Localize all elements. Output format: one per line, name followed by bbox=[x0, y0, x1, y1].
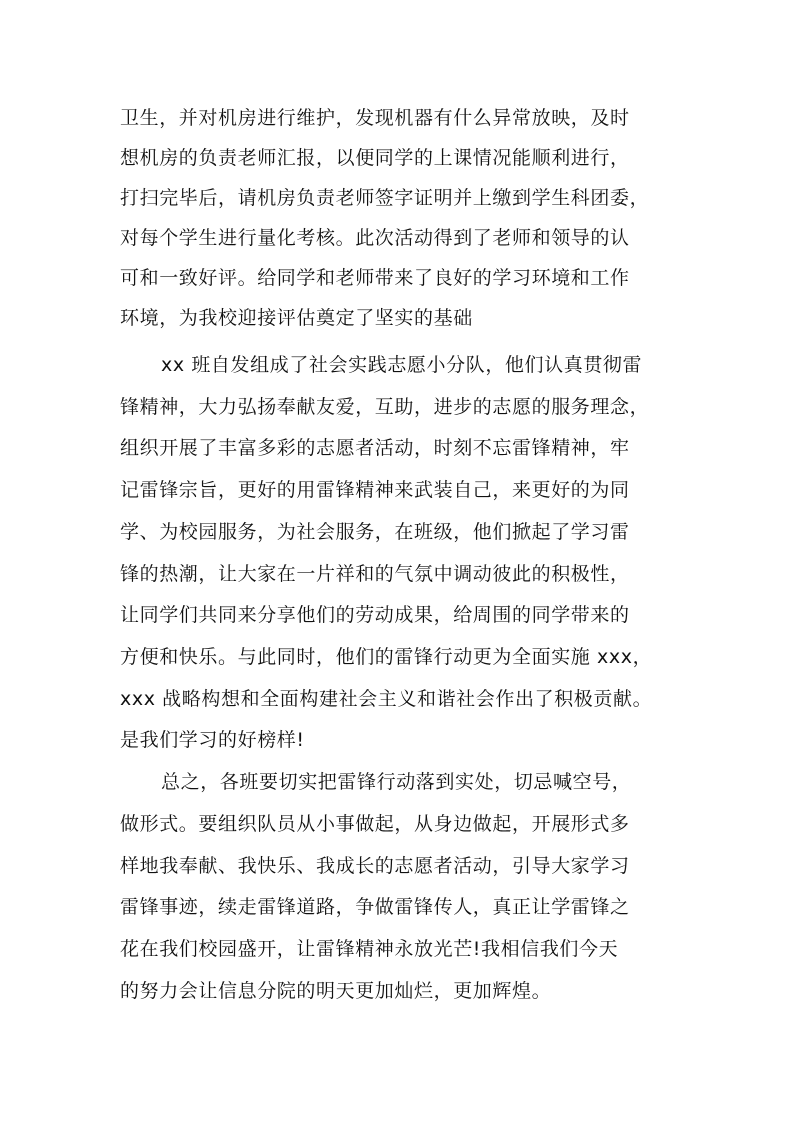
text-line: 学、为校园服务，为社会服务，在班级，他们掀起了学习雷 bbox=[120, 521, 630, 543]
text-line: 锋精神，大力弘扬奉献友爱，互助，进步的志愿的服务理念， bbox=[120, 396, 650, 418]
paragraph-first-line: xx 班自发组成了社会实践志愿小分队，他们认真贯彻雷 bbox=[161, 354, 643, 376]
text-line: 花在我们校园盛开，让雷锋精神永放光芒!我相信我们今天 bbox=[120, 938, 619, 960]
text-line: 可和一致好评。给同学和老师带来了良好的学习环境和工作 bbox=[120, 267, 630, 289]
text-line: 方便和快乐。与此同时，他们的雷锋行动更为全面实施 xxx， bbox=[120, 646, 653, 668]
text-line: 卫生，并对机房进行维护，发现机器有什么异常放映，及时 bbox=[120, 107, 630, 129]
text-line: 锋的热潮，让大家在一片祥和的气氛中调动彼此的积极性， bbox=[120, 563, 630, 585]
text-line: 让同学们共同来分享他们的劳动成果，给周围的同学带来的 bbox=[120, 604, 630, 626]
text-line: 组织开展了丰富多彩的志愿者活动，时刻不忘雷锋精神，牢 bbox=[120, 437, 630, 459]
text-line: 样地我奉献、我快乐、我成长的志愿者活动，引导大家学习 bbox=[120, 855, 630, 877]
text-line: 打扫完毕后，请机房负责老师签字证明并上缴到学生科团委， bbox=[120, 187, 650, 209]
text-line: 对每个学生进行量化考核。此次活动得到了老师和领导的认 bbox=[120, 227, 630, 249]
text-line: 雷锋事迹，续走雷锋道路，争做雷锋传人，真正让学雷锋之 bbox=[120, 896, 630, 918]
text-line: 是我们学习的好榜样! bbox=[120, 729, 305, 751]
text-line: xxx 战略构想和全面构建社会主义和谐社会作出了积极贡献。 bbox=[120, 688, 653, 710]
text-line: 记雷锋宗旨，更好的用雷锋精神来武装自己，来更好的为同 bbox=[120, 479, 630, 501]
text-line: 的努力会让信息分院的明天更加灿烂，更加辉煌。 bbox=[120, 980, 552, 1002]
paragraph-first-line: 总之，各班要切实把雷锋行动落到实处，切忌喊空号， bbox=[161, 771, 632, 793]
text-line: 环境，为我校迎接评估奠定了坚实的基础 bbox=[120, 307, 473, 329]
text-line: 想机房的负责老师汇报，以便同学的上课情况能顺利进行， bbox=[120, 147, 630, 169]
text-line: 做形式。要组织队员从小事做起，从身边做起，开展形式多 bbox=[120, 813, 630, 835]
